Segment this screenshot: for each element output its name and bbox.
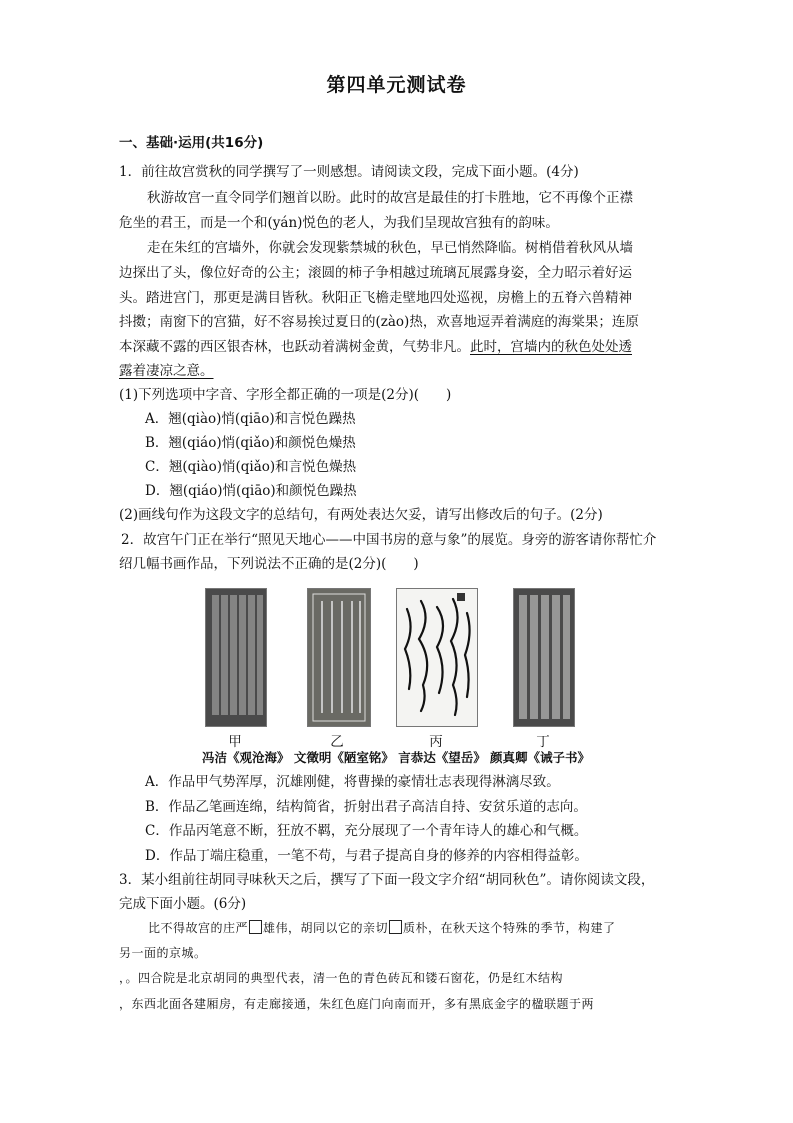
q1-passage-line: 边探出了头，像位好奇的公主；滚圆的柿子争相越过琉璃瓦展露身姿，全力昭示着好运 [119,265,632,281]
q1-passage-line: 危坐的君王，而是一个和(yán)悦色的老人，为我们呈现故宫独有的韵味。 [119,215,559,231]
section-heading: 一、基础·运用(共16分) [119,135,264,151]
q3-passage-line [148,919,616,937]
q1-option-b[interactable]: B．翘(qiáo)悄(qiǎo)和颜悦色燥热 [145,435,356,451]
q2-stem: 2．故宫午门正在举行“照见天地心——中国书房的意与象”的展览。身旁的游客请你帮忙介 [121,532,657,548]
q3-passage-text: 雄伟，胡同以它的亲切 [263,921,389,935]
q3-stem: 完成下面小题。(6分) [119,896,247,912]
q2-option-a[interactable]: A．作品甲气势浑厚，沉雄刚健，将曹操的豪情壮志表现得淋漓尽致。 [145,774,560,790]
calligraphy-image-jia [205,588,267,727]
calligraphy-image-bing [396,588,478,727]
q3-passage-line: ，。四合院是北京胡同的典型代表，清一色的青色砖瓦和镂石窗花，仍是红木结构 [119,971,564,985]
q1-passage-line: 抖擞；南窗下的宫猫，好不容易挨过夏日的(zào)热，欢喜地逗弄着满庭的海棠果；连原 [119,314,639,330]
q3-passage-line: 另一面的京城。 [119,946,207,960]
q3-passage-text: 比不得故宫的庄严 [148,921,249,935]
q1-passage-text: 本深藏不露的西区银杏林，也跃动着满树金黄，气势非凡。 [119,339,470,355]
q2-stem: 绍几幅书画作品，下列说法不正确的是(2分)( ) [119,556,419,572]
q1-underlined-sentence: 此时，宫墙内的秋色处处透 [470,339,632,355]
q1-passage-line: 走在朱红的宫墙外，你就会发现紫禁城的秋色，早已悄然降临。树梢借着秋风从墙 [147,240,633,256]
page-title: 第四单元测试卷 [326,74,467,96]
calligraphy-image-ding [513,588,575,727]
image-label-yi: 乙 [330,734,344,750]
image-label-jia: 甲 [228,734,242,750]
q1-stem: 1．前往故宫赏秋的同学撰写了一则感想。请阅读文段，完成下面小题。(4分) [119,164,579,180]
q1-sub1: (1)下列选项中字音、字形全都正确的一项是(2分)( ) [119,387,452,403]
q3-stem: 3．某小组前往胡同寻味秋天之后，撰写了下面一段文字介绍“胡同秋色”。请你阅读文段， [119,872,655,888]
q3-passage-text: 质朴，在秋天这个特殊的季节，构建了 [403,921,616,935]
q1-passage-line [119,338,632,356]
calligraphy-image-yi [307,588,371,727]
q1-sub2: (2)画线句作为这段文字的总结句，有两处表达欠妥，请写出修改后的句子。(2分) [119,507,603,523]
q3-passage-line: ，东西北面各建厢房，有走廊接通，朱红色庭门向南而开，多有黑底金字的楹联题于两 [119,997,595,1011]
q2-option-b[interactable]: B．作品乙笔画连绵，结构简省，折射出君子高洁自持、安贫乐道的志向。 [145,799,587,815]
q1-passage-line: 头。踏进宫门，那更是满目皆秋。秋阳正飞檐走壁地四处巡视，房檐上的五脊六兽精神 [119,290,632,306]
q1-underlined-sentence: 露着凄凉之意。 [119,363,214,379]
image-label-ding: 丁 [536,734,550,750]
image-credits: 冯洁《观沧海》 文徵明《陋室铭》 言恭达《望岳》 颜真卿《诫子书》 [202,750,591,765]
image-label-bing: 丙 [429,734,443,750]
blank-box[interactable] [249,920,262,934]
q1-option-d[interactable]: D．翘(qiáo)悄(qiāo)和颜悦色躁热 [145,483,357,499]
q2-option-d[interactable]: D．作品丁端庄稳重，一笔不苟，与君子提高自身的修养的内容相得益彰。 [145,848,588,864]
blank-box[interactable] [389,920,402,934]
q2-option-c[interactable]: C．作品丙笔意不断，狂放不羁，充分展现了一个青年诗人的雄心和气概。 [145,823,588,839]
q1-option-c[interactable]: C．翘(qiào)悄(qiǎo)和言悦色燥热 [145,459,357,475]
q1-option-a[interactable]: A．翘(qiào)悄(qiāo)和言悦色躁热 [145,411,356,427]
q1-passage-line: 秋游故宫一直令同学们翘首以盼。此时的故宫是最佳的打卡胜地，它不再像个正襟 [147,190,633,206]
